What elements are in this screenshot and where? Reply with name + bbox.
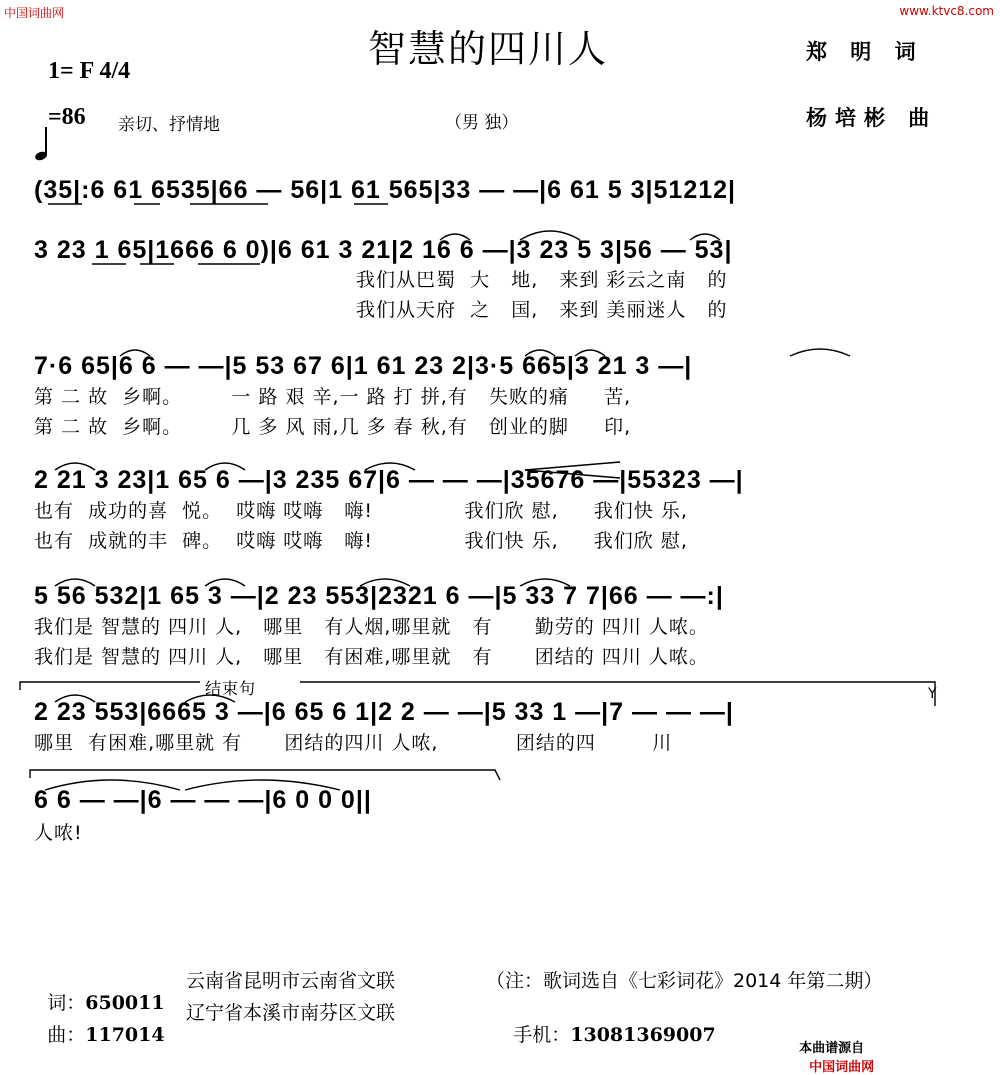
- score-row-2-notes: 3 23 1 65|1666 6 0)|6 61 3 21|2 16 6 —|3 23 5 3|56 — 53|: [34, 236, 733, 264]
- score-row-3-lyric-1: 第 二 故 乡啊。 一 路 艰 辛,一 路 打 拼,有 失败的痛 苦,: [34, 386, 632, 408]
- score-row-6-notes: 2 23 553|6665 3 —|6 65 6 1|2 2 — —|5 33 1 —|7 — — —|: [34, 698, 734, 726]
- footer-phone-label: 手机：: [513, 1024, 571, 1046]
- score-row-1-notes: (35|:6 61 6535|66 — 56|1 61 565|33 — —|6 61 5 3|51212|: [34, 176, 737, 204]
- score-row-5-lyric-2: 我们是 智慧的 四川 人, 哪里 有困难,哪里就 有 团结的 四川 人哝。: [34, 646, 709, 668]
- tempo-text: 亲切、抒情地: [118, 115, 220, 135]
- song-title: 智慧的四川人: [368, 27, 609, 71]
- watermark-bottom-prefix: 本曲谱源自: [799, 1041, 865, 1056]
- footer-qu-code: 117014: [85, 1024, 165, 1046]
- watermark-left: 中国词曲网: [4, 6, 65, 20]
- footer-phone: 13081369007: [570, 1024, 716, 1046]
- footer-ci-org: [186, 966, 395, 993]
- footer-qu-org: [186, 998, 395, 1025]
- score-row-5-lyric-1: 我们是 智慧的 四川 人, 哪里 有人烟,哪里就 有 勤劳的 四川 人哝。: [34, 616, 709, 638]
- watermark-bottom: [790, 1022, 874, 1075]
- lyricist-credit: 郑 明 词: [806, 40, 924, 64]
- composer-credit: 杨培彬 曲: [806, 106, 938, 130]
- score-row-4-lyric-1: 也有 成功的喜 悦。 哎嗨 哎嗨 嗨! 我们欣 慰, 我们快 乐,: [34, 500, 688, 522]
- footer-composer-line: [34, 998, 165, 1047]
- footer-qu-label: 曲：: [47, 1024, 86, 1046]
- quarter-note-icon: [22, 104, 48, 144]
- score-row-2-lyric-1: 我们从巴蜀 大 地, 来到 彩云之南 的: [356, 269, 728, 291]
- footer-ci-code: 650011: [85, 992, 165, 1014]
- score-row-3-notes: 7·6 65|6 6 — —|5 53 67 6|1 61 23 2|3·5 665|3 21 3 —|: [34, 352, 693, 380]
- score-row-4-notes: 2 21 3 23|1 65 6 —|3 235 67|6 — — —|35676 —|55323 —|: [34, 466, 744, 494]
- ending-label: 结束句: [205, 679, 257, 698]
- score-row-4-lyric-2: 也有 成就的丰 碑。 哎嗨 哎嗨 嗨! 我们快 乐, 我们欣 慰,: [34, 530, 688, 552]
- score-row-3-lyric-2: 第 二 故 乡啊。 几 多 风 雨,几 多 春 秋,有 创业的脚 印,: [34, 416, 632, 438]
- watermark-right: www.ktvc8.com: [899, 4, 994, 18]
- score-row-5-notes: 5 56 532|1 65 3 —|2 23 553|2321 6 —|5 33 7 7|66 — —:|: [34, 582, 724, 610]
- tempo-value: =86: [48, 104, 86, 130]
- footer-note: [486, 966, 882, 993]
- key-signature: 1= F 4/4: [48, 58, 131, 84]
- score-row-7-lyric-1: 人哝!: [34, 822, 83, 844]
- voice-label: （男 独）: [445, 113, 519, 133]
- footer-note-text: （注：歌词选自《七彩词花》2014 年第二期）: [486, 970, 883, 992]
- score-row-6-lyric-1: 哪里 有困难,哪里就 有 团结的四川 人哝, 团结的四 川: [34, 732, 673, 754]
- breath-mark: Y: [928, 686, 938, 702]
- footer-phone-line: [500, 998, 716, 1047]
- watermark-bottom-brand: 中国词曲网: [809, 1060, 875, 1075]
- score-row-2-lyric-2: 我们从天府 之 国, 来到 美丽迷人 的: [356, 299, 728, 321]
- footer-qu-org-text: 辽宁省本溪市南芬区文联: [186, 1002, 396, 1024]
- footer-ci-org-text: 云南省昆明市云南省文联: [186, 970, 396, 992]
- footer-ci-label: 词：: [47, 992, 86, 1014]
- score-row-7-notes: 6 6 — —|6 — — —|6 0 0 0||: [34, 786, 372, 814]
